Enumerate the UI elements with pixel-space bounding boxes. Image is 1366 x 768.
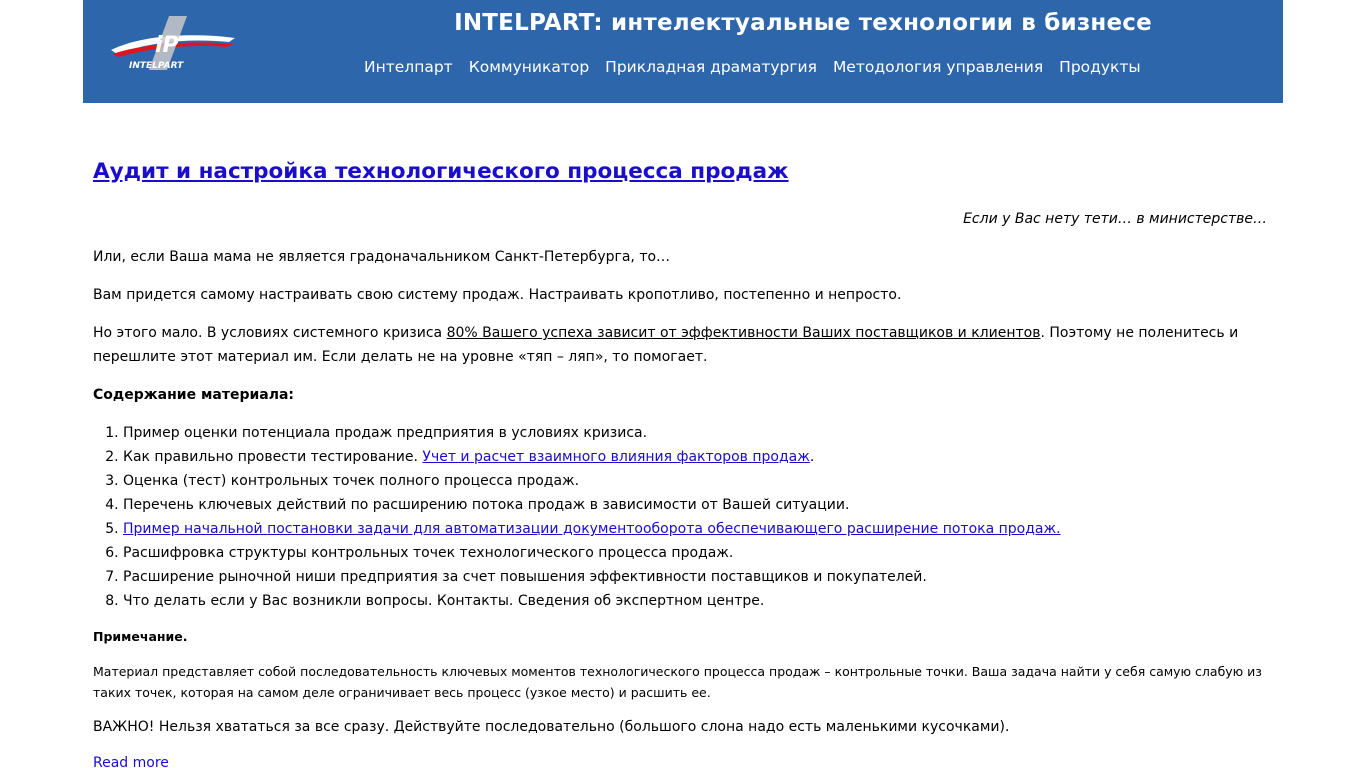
nav-item-products[interactable]: Продукты	[1059, 58, 1141, 76]
article-title-link[interactable]: Аудит и настройка технологического процесса продаж	[93, 159, 789, 184]
toc-item-2-link[interactable]: Учет и расчет взаимного влияния факторов продаж	[422, 449, 810, 465]
toc-item-8: 8. Что делать если у Вас возникли вопросы. Контакты. Сведения об экспертном центре.	[123, 589, 1273, 613]
important-notice: ВАЖНО! Нельзя хвататься за все сразу. Действуйте последовательно (большого слона надо есть маленькими кусочками).	[93, 719, 1010, 735]
note-heading: Примечание.	[93, 629, 188, 644]
toc-item-2-text: Как правильно провести тестирование.	[123, 449, 423, 465]
article-title	[93, 150, 1273, 194]
nav-item-communicator[interactable]: Коммуникатор	[468, 58, 590, 76]
toc-item-5	[123, 517, 1273, 541]
toc-item-5-link[interactable]: Пример начальной постановки задачи для автоматизации документооборота обеспечивающего расширение потока продаж.	[123, 521, 1061, 537]
paragraph-crisis	[93, 321, 1273, 369]
toc-item-7: 7. Расширение рыночной ниши предприятия за счет повышения эффективности поставщиков и покупателей.	[123, 565, 1273, 589]
article	[93, 150, 1273, 768]
nav-item-applied-dramaturgy[interactable]: Прикладная драматургия	[605, 58, 817, 76]
nav-item-management-methodology[interactable]: Методология управления	[832, 58, 1044, 76]
site-header	[83, 0, 1283, 103]
logo-text: INTELPART	[129, 61, 184, 71]
paragraph-crisis-end: . Поэтому не поленитесь и перешлите этот материал им. Если делать не на уровне «тяп – ляп», то помогает.	[93, 325, 1239, 365]
toc-item-3: 3. Оценка (тест) контрольных точек полного процесса продаж.	[123, 469, 1273, 493]
epigraph: Если у Вас нету тети… в министерстве…	[963, 211, 1267, 227]
toc-item-1: 1. Пример оценки потенциала продаж предприятия в условиях кризиса.	[123, 421, 1273, 445]
toc-list	[93, 421, 1273, 613]
paragraph-setup: Вам придется самому настраивать свою систему продаж. Настраивать кропотливо, постепенно и непросто.	[93, 287, 902, 303]
logo-mark: iP	[155, 33, 179, 58]
toc-item-6: 6. Расшифровка структуры контрольных точек технологического процесса продаж.	[123, 541, 1273, 565]
toc-heading: Содержание материала:	[93, 387, 295, 403]
toc-item-4: 4. Перечень ключевых действий по расширению потока продаж в зависимости от Вашей ситуации.	[123, 493, 1273, 517]
read-more	[93, 751, 1273, 768]
read-more-link[interactable]: Read more	[93, 755, 169, 768]
nav-item-intelpart[interactable]: Интелпарт	[364, 58, 453, 76]
toc-item-2	[123, 445, 1273, 469]
paragraph-crisis-start: Но этого мало. В условиях системного кризиса	[93, 325, 447, 341]
note-text: Материал представляет собой последовательность ключевых моментов технологического процесса продаж – контрольные точки. Ваша задача найти у себя самую слабую из таких точек, которая на самом деле ограничивает весь процесс (узкое место) и расшить ее.	[93, 664, 1262, 700]
paragraph-intro: Или, если Ваша мама не является градоначальником Санкт-Петербурга, то…	[93, 249, 671, 265]
intelpart-logo[interactable]	[109, 14, 237, 72]
main-nav	[364, 58, 1157, 76]
underlined-emphasis: 80% Вашего успеха зависит от эффективности Ваших поставщиков и клиентов	[446, 325, 1041, 341]
toc-item-2-end: .	[809, 449, 815, 465]
site-title: INTELPART: интелектуальные технологии в бизнесе	[454, 10, 1152, 36]
